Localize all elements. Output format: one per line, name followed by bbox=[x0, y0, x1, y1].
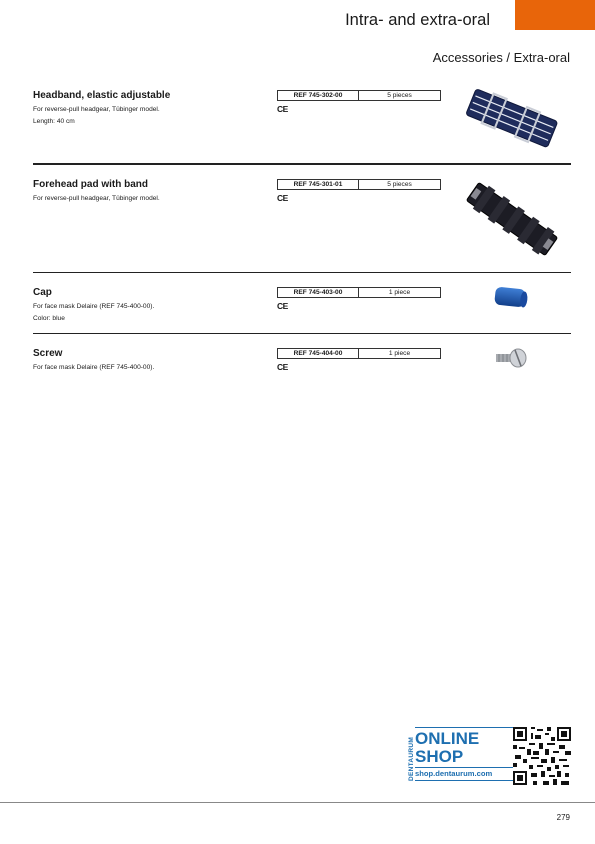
badge-rule bbox=[415, 767, 513, 768]
section-color-tab bbox=[515, 0, 595, 30]
ref-number: REF 745-403-00 bbox=[278, 288, 359, 297]
description-line: For reverse-pull headgear, Tübinger model. bbox=[33, 195, 160, 202]
description-line: For reverse-pull headgear, Tübinger model. bbox=[33, 106, 160, 113]
package-quantity: 5 pieces bbox=[387, 181, 412, 188]
product-description bbox=[33, 193, 160, 205]
package-quantity: 1 piece bbox=[388, 350, 411, 357]
shop-heading-line1: ONLINE bbox=[415, 729, 480, 748]
page-subtitle: Accessories / Extra-oral bbox=[432, 50, 570, 65]
badge-rule bbox=[415, 780, 513, 781]
brand-vertical-label bbox=[402, 727, 413, 784]
ce-mark: CE bbox=[277, 362, 288, 372]
product-name: Cap bbox=[33, 287, 52, 298]
qr-code-icon[interactable] bbox=[513, 727, 571, 785]
brand-label: DENTAURUM bbox=[408, 736, 415, 781]
package-quantity: 1 piece bbox=[388, 289, 411, 296]
product-screw bbox=[33, 348, 571, 388]
product-name: Headband, elastic adjustable bbox=[33, 90, 171, 101]
order-table bbox=[277, 90, 441, 101]
shop-heading-line2: SHOP bbox=[415, 747, 464, 766]
order-table bbox=[277, 179, 441, 190]
description-line: Length: 40 cm bbox=[33, 118, 75, 125]
ref-number: REF 745-404-00 bbox=[278, 349, 359, 358]
product-description bbox=[33, 104, 160, 128]
cap-image bbox=[492, 284, 532, 310]
order-table bbox=[277, 348, 441, 359]
shop-url-link[interactable]: shop.dentaurum.com bbox=[415, 769, 493, 778]
forehead-pad-image bbox=[462, 176, 562, 262]
section-divider bbox=[33, 163, 571, 165]
order-table bbox=[277, 287, 441, 298]
page-number: 279 bbox=[556, 813, 570, 822]
ref-number: REF 745-301-01 bbox=[278, 180, 359, 189]
ce-mark: CE bbox=[277, 104, 288, 114]
package-quantity: 5 pieces bbox=[387, 92, 412, 99]
product-name: Screw bbox=[33, 348, 63, 359]
section-divider bbox=[33, 333, 571, 334]
product-name: Forehead pad with band bbox=[33, 179, 149, 190]
badge-rule bbox=[415, 727, 513, 728]
page-title: Intra- and extra-oral bbox=[345, 11, 490, 29]
description-line: For face mask Delaire (REF 745-400-00). bbox=[33, 303, 155, 310]
ce-mark: CE bbox=[277, 193, 288, 203]
product-description bbox=[33, 362, 154, 374]
description-line: For face mask Delaire (REF 745-400-00). bbox=[33, 364, 155, 371]
product-cap bbox=[33, 287, 571, 327]
product-description bbox=[33, 301, 154, 325]
headband-image bbox=[463, 84, 559, 156]
section-divider bbox=[33, 272, 571, 273]
description-line: Color: blue bbox=[33, 315, 65, 322]
ce-mark: CE bbox=[277, 301, 288, 311]
ref-number: REF 745-302-00 bbox=[278, 91, 359, 100]
footer-rule bbox=[0, 802, 595, 803]
screw-image bbox=[494, 347, 528, 369]
